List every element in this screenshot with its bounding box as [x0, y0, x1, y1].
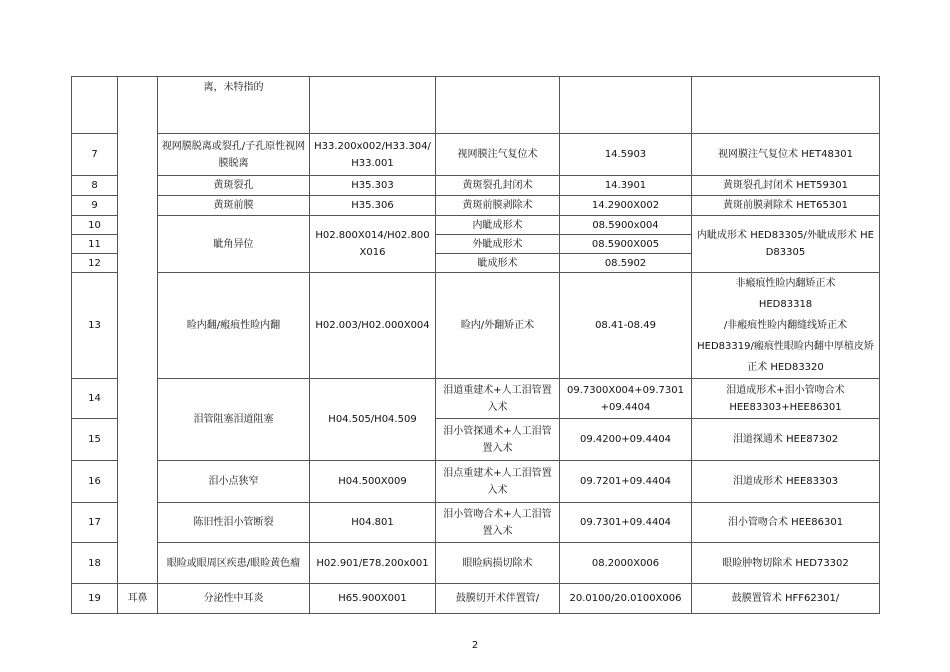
row-number: 15 [72, 419, 118, 461]
operation-code [560, 77, 692, 134]
diagnosis-name: 离，未特指的 [158, 77, 310, 134]
row-number: 11 [72, 235, 118, 254]
operation-code: 09.7201+09.4404 [560, 461, 692, 503]
row-number: 18 [72, 543, 118, 584]
diagnosis-code: H35.303 [310, 176, 436, 196]
procedure-name: 眼睑肿物切除术 HED73302 [692, 543, 880, 584]
diagnosis-code: H02.003/H02.000X004 [310, 273, 436, 379]
operation-code: 09.7301+09.4404 [560, 503, 692, 543]
diagnosis-name: 陈旧性泪小管断裂 [158, 503, 310, 543]
operation-code: 08.41-08.49 [560, 273, 692, 379]
diagnosis-name: 眼睑或眼周区疾患/眼睑黄色瘤 [158, 543, 310, 584]
procedure-name: 非瘢痕性睑内翻矫正术 HED83318 /非瘢痕性睑内翻缝线矫正术 HED83319/瘢痕性眼睑内翻中厚植皮矫正术 HED83320 [692, 273, 880, 379]
diagnosis-name: 睑内翻/瘢痕性睑内翻 [158, 273, 310, 379]
diagnosis-name: 黄斑裂孔 [158, 176, 310, 196]
procedure-name: 黄斑裂孔封闭术 HET59301 [692, 176, 880, 196]
operation-name: 内眦成形术 [436, 216, 560, 235]
operation-code: 09.7300X004+09.7301+09.4404 [560, 379, 692, 419]
operation-code: 14.2900X002 [560, 196, 692, 216]
procedure-table [71, 76, 880, 614]
row-number: 7 [72, 134, 118, 176]
table-row [72, 379, 880, 419]
operation-name: 外眦成形术 [436, 235, 560, 254]
row-number: 16 [72, 461, 118, 503]
procedure-name: 泪道成形术 HEE83303 [692, 461, 880, 503]
row-number: 12 [72, 254, 118, 273]
diagnosis-code [310, 77, 436, 134]
operation-code: 08.2000X006 [560, 543, 692, 584]
diagnosis-name: 分泌性中耳炎 [158, 584, 310, 614]
operation-name: 泪小管探通术+人工泪管置入术 [436, 419, 560, 461]
row-number: 9 [72, 196, 118, 216]
row-number: 14 [72, 379, 118, 419]
diagnosis-name: 泪小点狭窄 [158, 461, 310, 503]
diagnosis-code: H33.200x002/H33.304/H33.001 [310, 134, 436, 176]
operation-name: 睑内/外翻矫正术 [436, 273, 560, 379]
diagnosis-name: 眦角异位 [158, 216, 310, 273]
operation-code: 08.5900X005 [560, 235, 692, 254]
operation-code: 08.5900x004 [560, 216, 692, 235]
operation-name: 眼睑病损切除术 [436, 543, 560, 584]
procedure-name: 泪道成形术+泪小管吻合术 HEE83303+HEE86301 [692, 379, 880, 419]
table-row [72, 176, 880, 196]
operation-name: 视网膜注气复位术 [436, 134, 560, 176]
diagnosis-code: H02.800X014/H02.800X016 [310, 216, 436, 273]
diagnosis-code: H04.505/H04.509 [310, 379, 436, 461]
procedure-name: 鼓膜置管术 HFF62301/ [692, 584, 880, 614]
procedure-name: 泪道探通术 HEE87302 [692, 419, 880, 461]
operation-name: 眦成形术 [436, 254, 560, 273]
table-row [72, 216, 880, 235]
operation-code: 08.5902 [560, 254, 692, 273]
operation-name: 泪道重建术+人工泪管置入术 [436, 379, 560, 419]
row-number: 13 [72, 273, 118, 379]
operation-name: 泪点重建术+人工泪管置入术 [436, 461, 560, 503]
department-cell: 耳鼻 [118, 584, 158, 614]
row-number [72, 77, 118, 134]
operation-code: 09.4200+09.4404 [560, 419, 692, 461]
diagnosis-name: 泪管阻塞泪道阻塞 [158, 379, 310, 461]
procedure-name: 视网膜注气复位术 HET48301 [692, 134, 880, 176]
diagnosis-code: H04.500X009 [310, 461, 436, 503]
procedure-table-container [71, 76, 879, 614]
operation-code: 20.0100/20.0100X006 [560, 584, 692, 614]
diagnosis-code: H35.306 [310, 196, 436, 216]
operation-name: 黄斑裂孔封闭术 [436, 176, 560, 196]
diagnosis-code: H65.900X001 [310, 584, 436, 614]
department-cell [118, 77, 158, 584]
procedure-name: 黄斑前膜剥除术 HET65301 [692, 196, 880, 216]
operation-name: 黄斑前膜剥除术 [436, 196, 560, 216]
row-number: 10 [72, 216, 118, 235]
table-row [72, 196, 880, 216]
diagnosis-code: H02.901/E78.200x001 [310, 543, 436, 584]
page-number: 2 [471, 640, 479, 651]
operation-name: 泪小管吻合术+人工泪管置入术 [436, 503, 560, 543]
diagnosis-name: 视网膜脱离或裂孔/子孔原性视网膜脱离 [158, 134, 310, 176]
table-row [72, 584, 880, 614]
table-row [72, 77, 880, 134]
operation-code: 14.5903 [560, 134, 692, 176]
operation-name: 鼓膜切开术伴置管/ [436, 584, 560, 614]
table-row [72, 543, 880, 584]
table-row [72, 503, 880, 543]
operation-code: 14.3901 [560, 176, 692, 196]
table-row [72, 134, 880, 176]
diagnosis-name: 黄斑前膜 [158, 196, 310, 216]
operation-name [436, 77, 560, 134]
procedure-name: 内眦成形术 HED83305/外眦成形术 HED83305 [692, 216, 880, 273]
table-row [72, 273, 880, 379]
row-number: 19 [72, 584, 118, 614]
procedure-name [692, 77, 880, 134]
row-number: 17 [72, 503, 118, 543]
procedure-name: 泪小管吻合术 HEE86301 [692, 503, 880, 543]
diagnosis-code: H04.801 [310, 503, 436, 543]
row-number: 8 [72, 176, 118, 196]
table-row [72, 461, 880, 503]
